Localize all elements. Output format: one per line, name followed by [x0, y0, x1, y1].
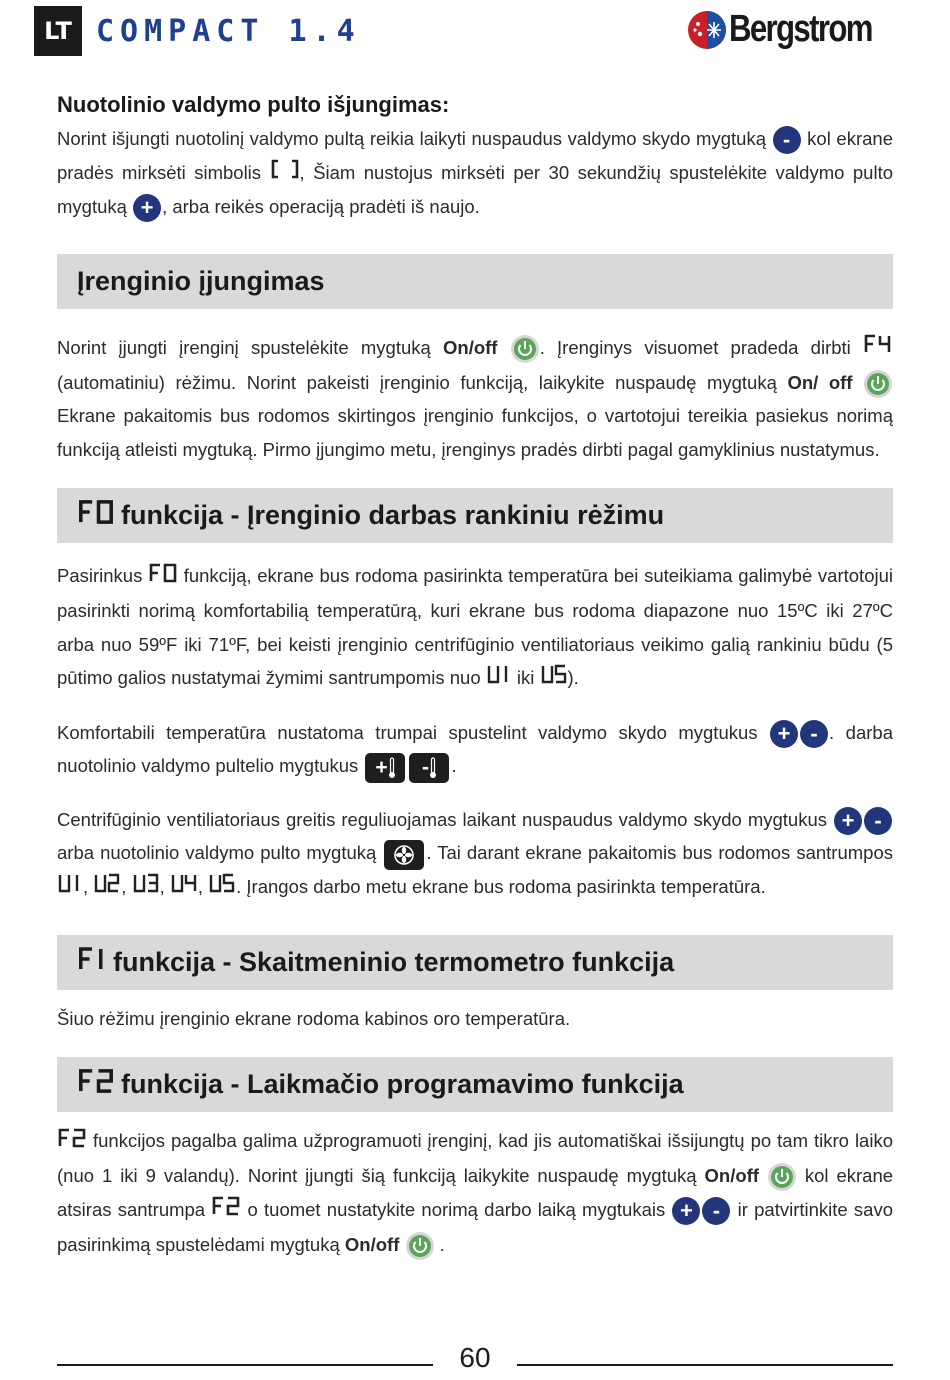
brand [687, 8, 894, 51]
f2-glyph-icon [77, 1067, 115, 1102]
language-badge: LT [34, 6, 82, 56]
model-title: COMPACT 1.4 [96, 14, 361, 49]
remote-temp-down-icon: - [409, 753, 449, 783]
section-f1: funkcija - Skaitmeninio termometro funkcija [57, 935, 893, 990]
brand-logo-icon [687, 10, 727, 50]
plus-button-icon: + [672, 1197, 700, 1225]
section-f2: funkcija - Laikmačio programavimo funkcija [57, 1057, 893, 1112]
power-on-text: Norint įjungti įrenginį spustelėkite mygtuką On/off . Įrenginys visuomet pradeda dirbti (automatiniu) rėžimu. Norint pakeisti įrenginio funkciją, laikykite nuspaudę mygtuką On/ off Ekrane pakaitomis bus rodomos skirtingos įrenginio funkcijos, o vartotojui tereikia pasiekus norimą funkciją atleisti mygtuką. Pirmo įjungimo metu, įrenginys pradės dirbti pagal gamyklinius nustatymus. [57, 331, 893, 466]
plus-button-icon: + [133, 194, 161, 222]
f0-text-3: Centrifūginio ventiliatoriaus greitis reguliuojamas laikant nuspaudus valdymo skydo mygtukus + - arba nuotolinio valdymo pulto mygtuką . Tai darant ekrane pakaitomis bus rodomos santrumpos , , , , . Įrangos darbo metu ekrane bus rodoma pasirinkta temperatūra. [57, 803, 893, 905]
page-content [57, 92, 893, 1261]
minus-button-icon: - [864, 807, 892, 835]
f2-glyph-icon [211, 1194, 241, 1228]
power-button-icon [405, 1231, 435, 1261]
minus-button-icon: - [773, 126, 801, 154]
f0-glyph-icon [77, 498, 115, 533]
f0-text-1: Pasirinkus funkciją, ekrane bus rodoma pasirinkta temperatūra bei suteikiama galimybė vartotojui pasirinkti norimą komfortabilią temperatūrą, kuri ekrane bus rodoma diapazone nuo 15ºC iki 27ºC arba nuo 59ºF iki 71ºF, bei keisti įrenginio centrifūginio ventiliatoriaus veikimo galią rankiniu būdu (5 pūtimo galios nustatymai žymimi santrumpomis nuo iki ). [57, 559, 893, 696]
plus-button-icon: + [834, 807, 862, 835]
blink-symbol-icon [270, 157, 300, 191]
f4-glyph-icon [863, 332, 893, 366]
u2-glyph-icon [93, 871, 121, 905]
footer-rule-right [517, 1364, 893, 1366]
power-button-icon [863, 369, 893, 399]
minus-button-icon: - [800, 720, 828, 748]
section-power-on: Įrenginio įjungimas [57, 254, 893, 309]
plus-button-icon: + [770, 720, 798, 748]
f1-text: Šiuo rėžimu įrenginio ekrane rodoma kabinos oro temperatūra. [57, 1007, 571, 1029]
power-button-icon [767, 1162, 797, 1192]
u3-glyph-icon [132, 871, 160, 905]
minus-button-icon: - [702, 1197, 730, 1225]
remote-off-heading: Nuotolinio valdymo pulto išjungimas: [57, 92, 450, 117]
u5-glyph-icon [208, 871, 236, 905]
f0-text-2: Komfortabili temperatūra nustatoma trumpai spustelint valdymo skydo mygtukus + - . darba nuotolinio valdymo pultelio mygtukus + - . [57, 716, 893, 783]
page-header [34, 6, 894, 62]
f2-text: funkcijos pagalba galima užprogramuoti įrenginį, kad jis automatiškai išsijungtų po tam tikro laiko (nuo 1 iki 9 valandų). Norint įjungti šią funkciją laikykite nuspaudę mygtuką On/off kol ekrane atsiras santrumpa o tuomet nustatykite norimą darbo laiką mygtukais + - ir patvirtinkite savo pasirinkimą spustelėdami mygtuką On/off . [57, 1124, 893, 1261]
u4-glyph-icon [170, 871, 198, 905]
remote-temp-up-icon: + [365, 753, 405, 783]
u1-glyph-icon [57, 871, 83, 905]
f2-glyph-icon [57, 1126, 87, 1160]
f1-glyph-icon [77, 945, 107, 980]
u1-glyph-icon [486, 662, 512, 696]
page-footer [57, 1340, 893, 1380]
power-button-icon [510, 334, 540, 364]
fan-button-icon [384, 840, 424, 870]
brand-name: Bergstrom [729, 8, 872, 50]
f0-glyph-icon [148, 561, 178, 595]
page-number: 60 [459, 1342, 491, 1373]
section-f0: funkcija - Įrenginio darbas rankiniu rėžimu [57, 488, 893, 543]
u5-glyph-icon [540, 662, 568, 696]
remote-off-text: Norint išjungti nuotolinį valdymo pultą reikia laikyti nuspaudus valdymo skydo mygtuką - kol ekrane pradės mirksėti simbolis , Šiam nustojus mirksėti per 30 sekundžių spustelėkite valdymo pulto mygtuką + , arba reikės operaciją pradėti iš naujo. [57, 127, 893, 221]
